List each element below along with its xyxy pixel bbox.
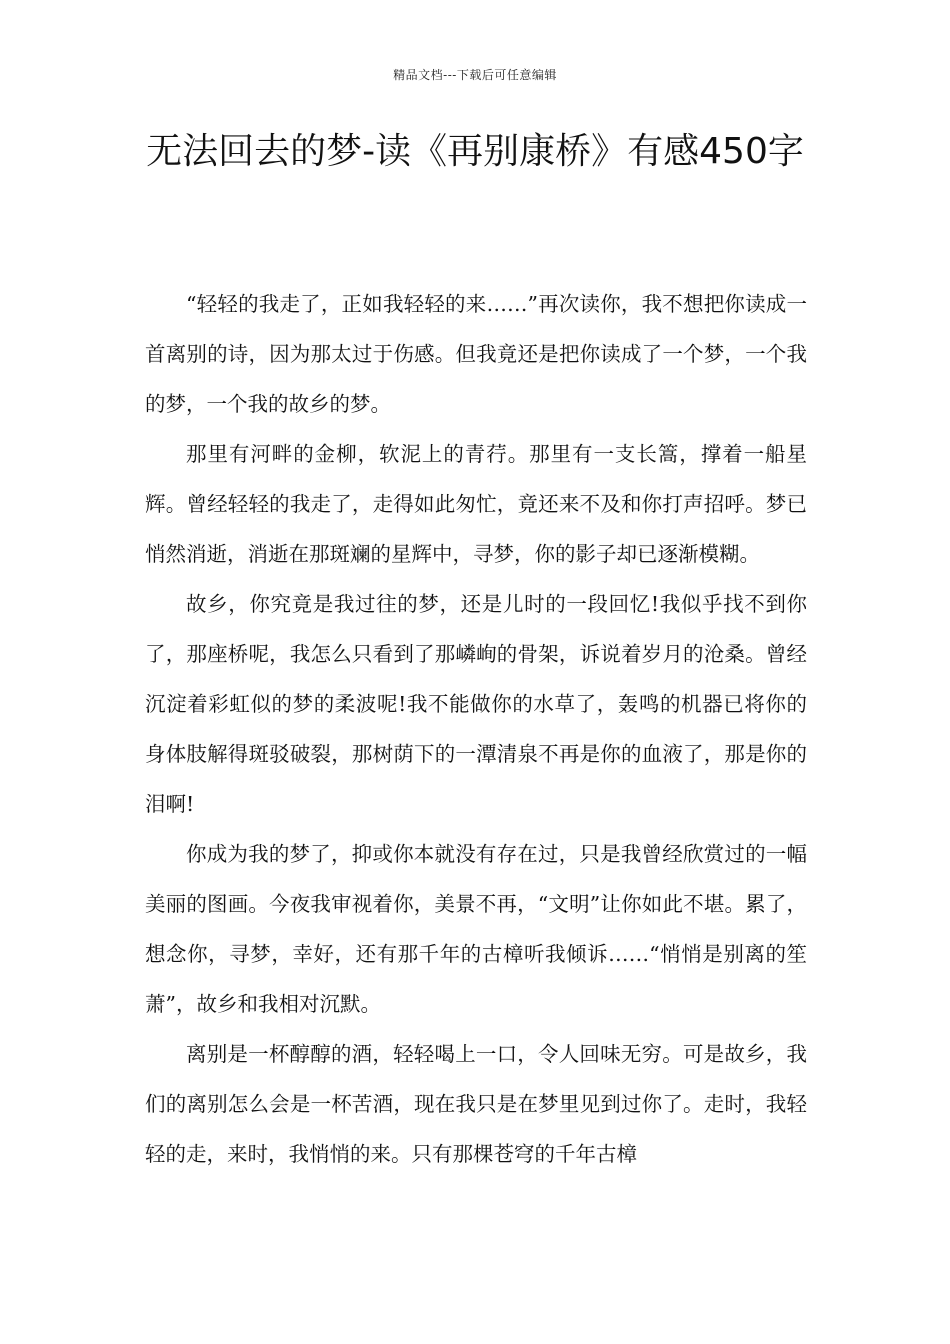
paragraph: “轻轻的我走了，正如我轻轻的来……”再次读你，我不想把你读成一首离别的诗，因为那太过于伤感。但我竟还是把你读成了一个梦，一个我的梦，一个我的故乡的梦。 xyxy=(145,292,807,416)
header-note: 精品文档---下载后可任意编辑 xyxy=(393,68,557,82)
document-title: 无法回去的梦-读《再别康桥》有感450字 xyxy=(146,131,804,172)
paragraph: 那里有河畔的金柳，软泥上的青荇。那里有一支长篙，撑着一船星辉。曾经轻轻的我走了，走得如此匆忙，竟还来不及和你打声招呼。梦已悄然消逝，消逝在那斑斓的星辉中，寻梦，你的影子却已逐渐模糊。 xyxy=(145,442,807,566)
document-body xyxy=(145,279,807,1179)
paragraph: 故乡，你究竟是我过往的梦，还是儿时的一段回忆!我似乎找不到你了，那座桥呢，我怎么只看到了那嶙峋的骨架，诉说着岁月的沧桑。曾经沉淀着彩虹似的梦的柔波呢!我不能做你的水草了，轰鸣的机器已将你的身体肢解得斑驳破裂，那树荫下的一潭清泉不再是你的血液了，那是你的泪啊! xyxy=(145,592,807,816)
paragraph: 你成为我的梦了，抑或你本就没有存在过，只是我曾经欣赏过的一幅美丽的图画。今夜我审视着你，美景不再，“文明”让你如此不堪。累了，想念你，寻梦，幸好，还有那千年的古樟听我倾诉……“悄悄是别离的笙萧”，故乡和我相对沉默。 xyxy=(145,842,807,1016)
paragraph: 离别是一杯醇醇的酒，轻轻喝上一口，令人回味无穷。可是故乡，我们的离别怎么会是一杯苦酒，现在我只是在梦里见到过你了。走时，我轻轻的走，来时，我悄悄的来。只有那棵苍穹的千年古樟 xyxy=(145,1042,807,1166)
